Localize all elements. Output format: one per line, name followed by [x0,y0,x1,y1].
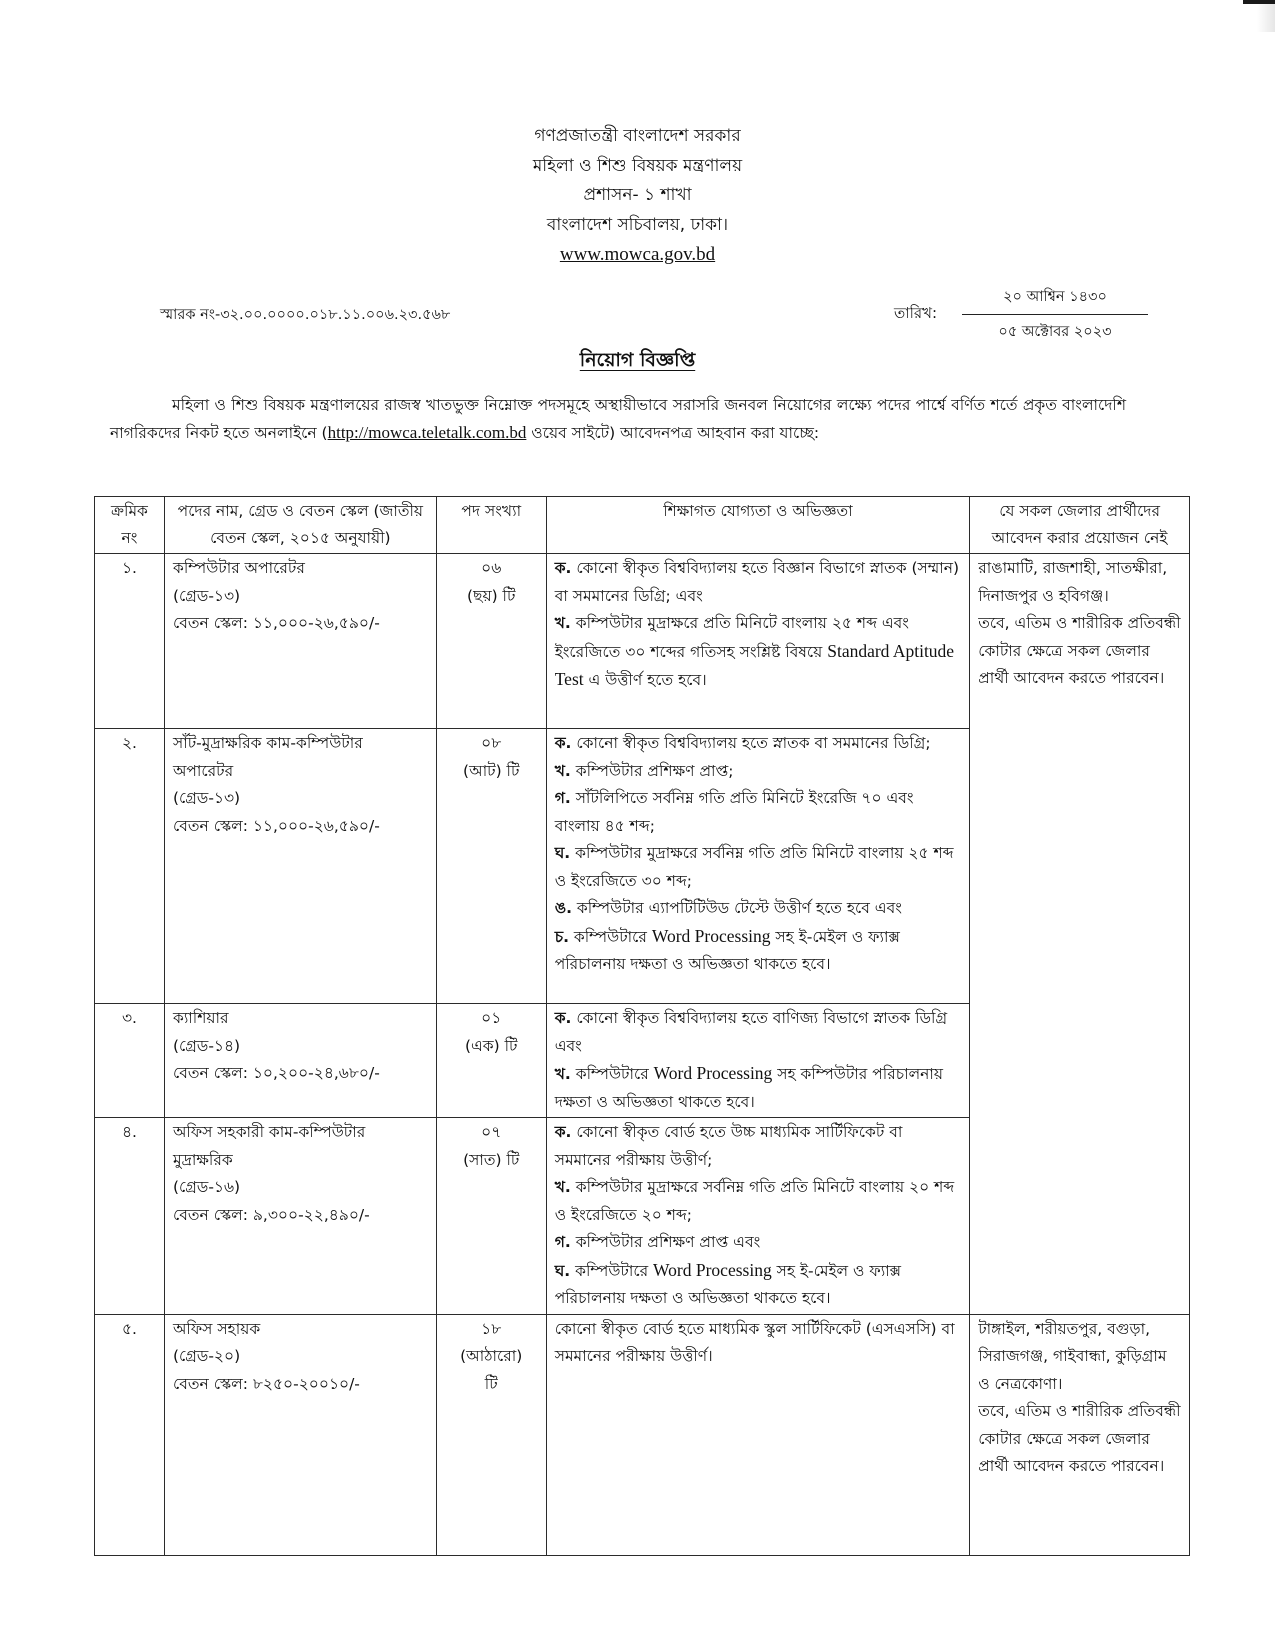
item-marker: ঘ. [554,844,571,862]
qualification-item [555,1174,961,1229]
item-text: কম্পিউটার মুদ্রাক্ষরে সর্বনিম্ন গতি প্রতি মিনিটে বাংলায় ২৫ শব্দ ও ইংরেজিতে ৩০ শব্দ; [554,844,954,890]
count-words: (ছয়) টি [467,586,516,605]
item-text: কোনো স্বীকৃত বোর্ড হতে উচ্চ মাধ্যমিক সার্টিফিকেট বা সমমানের পরীক্ষায় উত্তীর্ণ; [554,1123,903,1169]
serial-cell: ৩. [95,1004,165,1118]
item-text: কম্পিউটার এ্যাপটিটিউড টেস্টে উত্তীর্ণ হতে হবে এবং [576,899,902,917]
item-marker: গ. [554,789,571,807]
post-pay-scale: বেতন স্কেল: ৮২৫০-২০০১০/- [172,1374,360,1393]
qualification-cell [546,1314,969,1555]
post-pay-scale: বেতন স্কেল: ১০,২০০-২৪,৬৮০/- [172,1064,380,1082]
table-row [95,1314,1190,1555]
post-grade: (গ্রেড-১৪) [172,1036,241,1055]
count-cell [436,1314,546,1555]
count-number: ১৮ [481,1319,502,1338]
branch-name: প্রশাসন- ১ শাখা [583,185,692,205]
table-header-row [95,497,1190,554]
qualification-item [555,785,961,840]
qualification-item [555,758,961,786]
count-words: (এক) টি [464,1036,518,1055]
item-text: সহ ই-মেইল ও ফ্যাক্স পরিচালনায় দক্ষতা ও অভিজ্ঞতা থাকতে হবে। [554,927,900,973]
post-name: ক্যাশিয়ার [172,1009,229,1027]
teletalk-application-link[interactable]: http://mowca.teletalk.com.bd [327,423,527,442]
vacancy-table [94,496,1190,1556]
scan-edge-shadow [1257,4,1275,32]
item-marker: ক. [554,734,572,752]
item-marker: গ. [554,1233,571,1251]
item-text-english: Word Processing [653,1259,772,1280]
post-name: কম্পিউটার অপারেটর [172,559,305,577]
item-text: কম্পিউটার প্রশিক্ষণ প্রাপ্ত এবং [575,1233,761,1251]
post-name: সাঁট-মুদ্রাক্ষরিক কাম-কম্পিউটার অপারেটর [172,734,363,780]
post-cell [164,729,436,1004]
item-text: কোনো স্বীকৃত বিশ্ববিদ্যালয় হতে স্নাতক বা সমমানের ডিগ্রি; [576,734,931,752]
ministry-name: মহিলা ও শিশু বিষয়ক মন্ত্রণালয় [532,155,743,176]
header-qualification: শিক্ষাগত যোগ্যতা ও অভিজ্ঞতা [546,497,969,554]
item-text: কম্পিউটার প্রশিক্ষণ প্রাপ্ত; [575,761,734,780]
item-marker: ক. [554,1009,572,1027]
item-marker: ক. [554,559,572,577]
item-text-english: Standard Aptitude Test [554,640,955,689]
qualification-cell [546,554,969,729]
notice-title [0,346,1275,378]
letterhead [0,122,1275,270]
excluded-districts: টাঙ্গাইল, শরীয়তপুর, বগুড়া, সিরাজগঞ্জ, গাইবান্ধা, কুড়িগ্রাম ও নেত্রকোণা। [978,1319,1167,1393]
post-pay-scale: বেতন স্কেল: ১১,০০০-২৬,৫৯০/- [172,816,380,835]
item-text: কোনো স্বীকৃত বিশ্ববিদ্যালয় হতে বিজ্ঞান বিভাগে স্নাতক (সম্মান) বা সমমানের ডিগ্রি; এবং [554,559,960,605]
item-text: কোনো স্বীকৃত বিশ্ববিদ্যালয় হতে বাণিজ্য বিভাগে স্নাতক ডিগ্রি এবং [554,1009,948,1055]
qualification-item [555,840,961,895]
post-grade: (গ্রেড-২০) [172,1347,241,1365]
item-marker: খ. [554,614,571,632]
item-marker: খ. [554,1065,571,1083]
count-number: ০৮ [481,734,502,752]
serial-cell: ১. [95,554,165,729]
post-pay-scale: বেতন স্কেল: ১১,০০০-২৬,৫৯০/- [172,614,380,632]
count-words-suffix: টি [484,1374,498,1393]
qualification-cell [546,729,969,1004]
district-cell [970,554,1190,1315]
excluded-districts: রাঙামাটি, রাজশাহী, সাতক্ষীরা, দিনাজপুর ও হবিগঞ্জ। [978,559,1168,605]
post-name: অফিস সহকারী কাম-কম্পিউটার মুদ্রাক্ষরিক [172,1123,366,1169]
item-text: কম্পিউটার মুদ্রাক্ষরে সর্বনিম্ন গতি প্রতি মিনিটে বাংলায় ২০ শব্দ ও ইংরেজিতে ২০ শব্দ; [554,1178,955,1224]
post-cell [164,1004,436,1118]
post-name: অফিস সহায়ক [172,1319,261,1338]
post-grade: (গ্রেড-১৩) [172,586,241,605]
header-districts: যে সকল জেলার প্রার্থীদের আবেদন করার প্রয়োজন নেই [970,497,1190,554]
notice-title-text: নিয়োগ বিজ্ঞপ্তি [579,349,696,371]
item-text: সাঁটলিপিতে সর্বনিম্ন গতি প্রতি মিনিটে ইংরেজি ৭০ এবং বাংলায় ৪৫ শব্দ; [554,789,914,835]
qualification-item [555,895,961,923]
header-post: পদের নাম, গ্রেড ও বেতন স্কেল (জাতীয় বেতন স্কেল, ২০১৫ অনুযায়ী) [164,497,436,554]
item-marker: খ. [554,1178,571,1196]
post-cell [164,1118,436,1315]
qualification-item [555,555,961,610]
header-count: পদ সংখ্যা [436,497,546,554]
government-name: গণপ্রজাতন্ত্রী বাংলাদেশ সরকার [534,126,741,146]
post-cell [164,1314,436,1555]
memo-number: স্মারক নং-৩২.০০.০০০০.০১৮.১১.০০৬.২৩.৫৬৮ [160,307,451,323]
count-number: ০৬ [481,559,502,577]
serial-cell: ৪. [95,1118,165,1315]
qualification-item [555,1119,961,1174]
count-cell [436,1118,546,1315]
count-cell [436,554,546,729]
item-text: কম্পিউটারে [575,1261,654,1280]
table-row [95,554,1190,729]
qualification-item [555,923,961,979]
ministry-website-link[interactable]: www.mowca.gov.bd [559,244,716,265]
item-text: কম্পিউটার মুদ্রাক্ষরে প্রতি মিনিটে বাংলায় ২৫ শব্দ এবং ইংরেজিতে ৩০ শব্দের গতিসহ সংশ্লিষ্ট বিষয়ে [554,614,909,661]
serial-cell: ৫. [95,1314,165,1555]
item-marker: ঙ. [554,899,572,917]
post-grade: (গ্রেড-১৬) [172,1178,241,1196]
item-text: কম্পিউটারে [573,927,652,946]
qualification-item [555,730,961,758]
item-text-english: Word Processing [651,925,771,946]
quota-exception: তবে, এতিম ও শারীরিক প্রতিবন্ধী কোটার ক্ষেত্রে সকল জেলার প্রার্থী আবেদন করতে পারবেন। [978,614,1181,687]
item-text: এ উত্তীর্ণ হতে হবে। [583,671,707,689]
item-text: কম্পিউটারে [575,1065,654,1083]
count-cell [436,729,546,1004]
item-marker: ক. [554,1123,572,1141]
item-text: সহ কম্পিউটার পরিচালনায় দক্ষতা ও অভিজ্ঞতা থাকতে হবে। [554,1065,944,1111]
item-text-english: Word Processing [653,1063,773,1083]
post-cell [164,554,436,729]
office-address: বাংলাদেশ সচিবালয়, ঢাকা। [546,214,729,235]
date-english: ০৫ অক্টোবর ২০২৩ [998,324,1112,340]
serial-cell: ২. [95,729,165,1004]
qualification-cell [546,1004,969,1118]
post-grade: (গ্রেড-১৩) [172,789,241,807]
qualification-item [555,1060,961,1116]
quota-exception: তবে, এতিম ও শারীরিক প্রতিবন্ধী কোটার ক্ষেত্রে সকল জেলার প্রার্থী আবেদন করতে পারবেন। [978,1402,1181,1475]
count-words: (আট) টি [463,761,520,780]
count-number: ০১ [481,1009,502,1027]
qualification-item [555,1005,961,1060]
qualification-item [555,1257,961,1313]
count-number: ০৭ [481,1123,502,1141]
post-pay-scale: বেতন স্কেল: ৯,৩০০-২২,৪৯০/- [172,1205,370,1224]
qualification-item [555,1229,961,1257]
district-cell [970,1314,1190,1555]
item-text: সহ ই-মেইল ও ফ্যাক্স পরিচালনায় দক্ষতা ও অভিজ্ঞতা থাকতে হবে। [554,1261,902,1307]
qualification-item: কোনো স্বীকৃত বোর্ড হতে মাধ্যমিক স্কুল সার্টিফিকেট (এসএসসি) বা সমমানের পরীক্ষায় উত্তীর্ণ। [554,1319,955,1365]
intro-paragraph [110,392,1126,447]
count-words: (সাত) টি [463,1150,520,1169]
intro-text-start: মহিলা ও শিশু বিষয়ক মন্ত্রণালয়ের রাজস্ব খাতভুক্ত নিম্নোক্ত পদসমূহে অস্থায়ীভাবে সরাসরি জনবল নিয়োগের লক্ষ্যে পদের পার্শ্বে বর্ণিত শর্তে প্রকৃত বাংলাদেশি নাগরিকদের নিকট হতে অনলাইনে ( [110,396,1126,442]
count-words: (আঠারো) [460,1347,523,1365]
item-marker: চ. [554,927,569,946]
qualification-item [555,610,961,695]
item-marker: খ. [554,761,571,780]
header-serial: ক্রমিক নং [95,497,165,554]
date-block [962,286,1148,345]
intro-text-end: ওয়েব সাইটে) আবেদনপত্র আহবান করা যাচ্ছে: [526,424,820,442]
count-cell [436,1004,546,1118]
date-label: তারিখ: [894,304,938,322]
date-bangla: ২০ আশ্বিন ১৪৩০ [962,286,1148,315]
item-marker: ঘ. [554,1261,571,1280]
qualification-cell [546,1118,969,1315]
